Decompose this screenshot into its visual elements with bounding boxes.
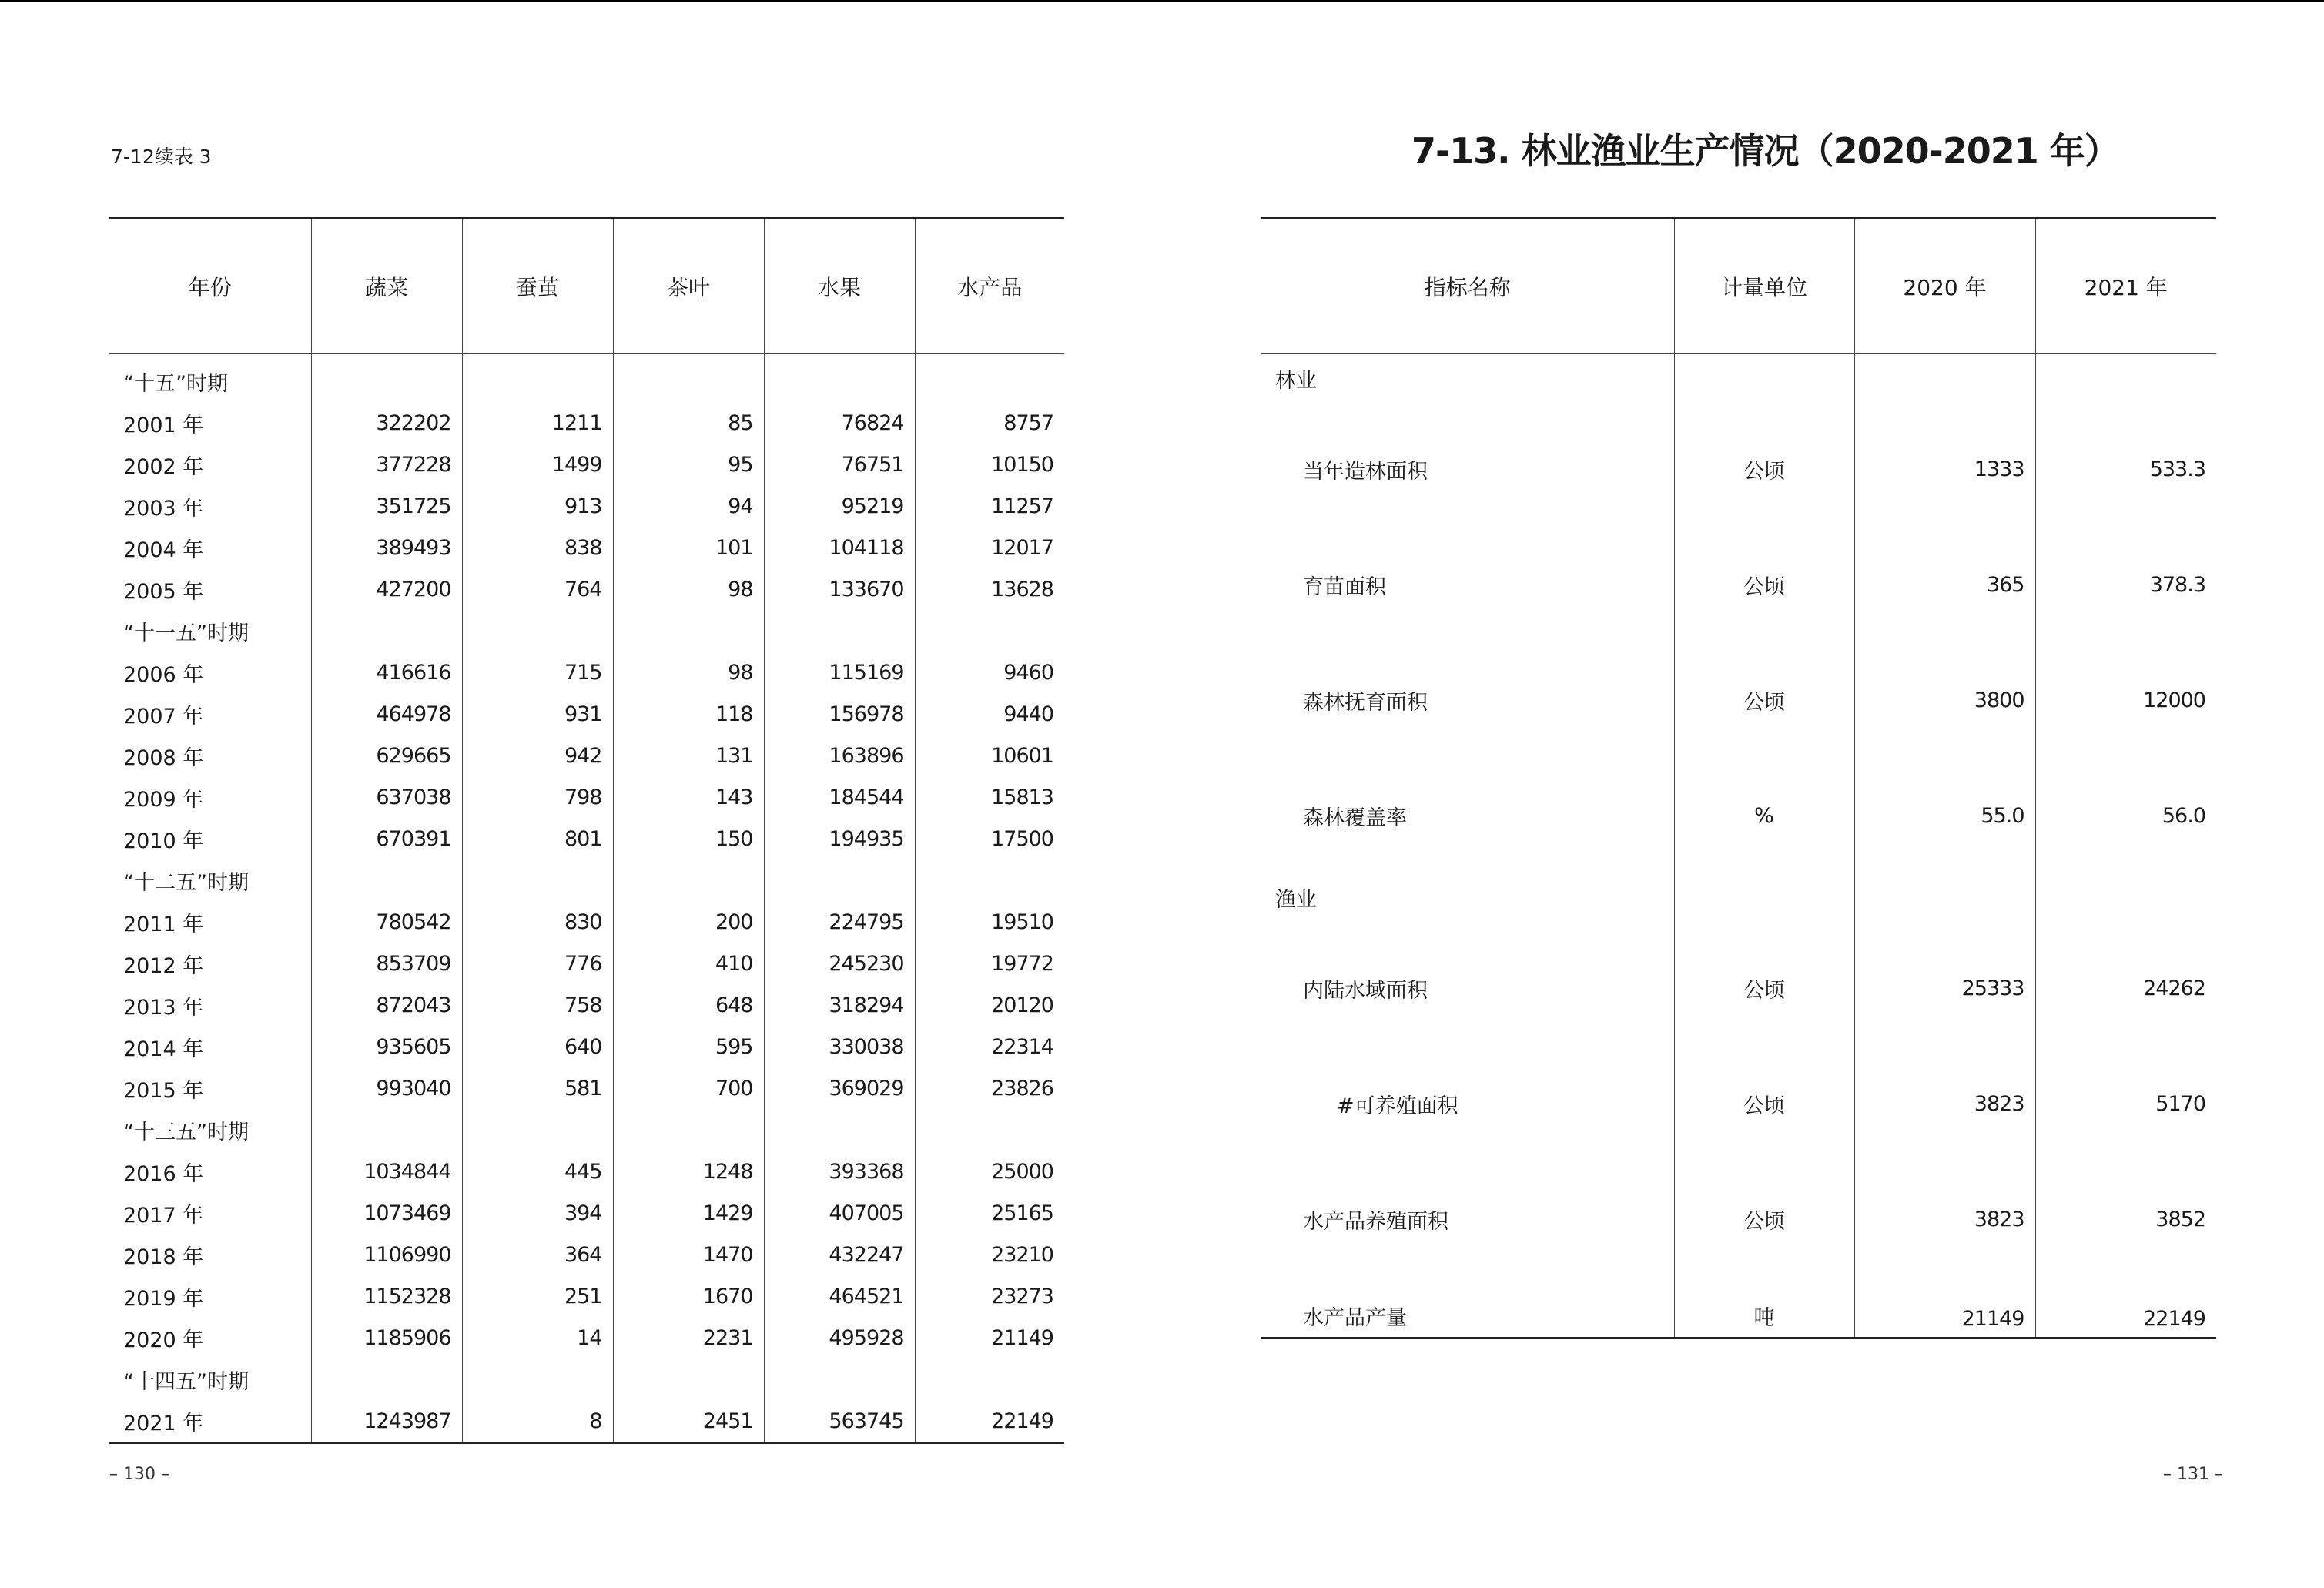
header-vegetables: 蔬菜 <box>311 219 462 354</box>
row-value: 8757 <box>915 402 1064 444</box>
header-2020: 2020 年 <box>1854 219 2035 354</box>
row-value: 495928 <box>764 1317 915 1359</box>
table-row <box>109 1026 1064 1067</box>
value-2020: 365 <box>1854 527 2035 642</box>
table-row <box>109 1359 1064 1400</box>
row-value: 10150 <box>915 444 1064 485</box>
row-value: 156978 <box>764 693 915 735</box>
row-value: 432247 <box>764 1234 915 1275</box>
table-row <box>109 984 1064 1026</box>
table-row <box>109 444 1064 485</box>
table-row <box>109 1275 1064 1317</box>
row-value: 23210 <box>915 1234 1064 1275</box>
row-year: 2014 年 <box>123 1037 204 1061</box>
row-year: 2011 年 <box>123 912 204 936</box>
indicator-name: 内陆水域面积 <box>1303 978 1428 1003</box>
row-value: 143 <box>613 776 764 818</box>
row-value: 1106990 <box>311 1234 462 1275</box>
row-year: 2017 年 <box>123 1203 204 1228</box>
row-value: 118 <box>613 693 764 735</box>
header-2021: 2021 年 <box>2035 219 2216 354</box>
table-row <box>109 901 1064 943</box>
row-year: “十一五”时期 <box>123 621 249 645</box>
row-value: 393368 <box>764 1151 915 1192</box>
value-2020 <box>1854 873 2035 930</box>
indicator-name: 水产品养殖面积 <box>1303 1209 1448 1234</box>
value-2020: 21149 <box>1854 1277 2035 1338</box>
table-row <box>109 402 1064 444</box>
row-value: 1243987 <box>311 1400 462 1443</box>
row-value: 416616 <box>311 652 462 693</box>
header-fruit: 水果 <box>764 219 915 354</box>
page-number-right: – 131 – <box>2163 1465 2223 1484</box>
indicator-name: 当年造林面积 <box>1303 459 1428 484</box>
row-value: 640 <box>462 1026 613 1067</box>
indicator-unit: 公顷 <box>1674 930 1854 1046</box>
table-row <box>109 652 1064 693</box>
row-value: 830 <box>462 901 613 943</box>
indicator-unit: 吨 <box>1674 1277 1854 1338</box>
row-value <box>764 1109 915 1151</box>
table-row <box>109 818 1064 859</box>
indicator-name: 渔业 <box>1275 888 1317 912</box>
row-value: 95 <box>613 444 764 485</box>
row-value: 377228 <box>311 444 462 485</box>
row-value: 9440 <box>915 693 1064 735</box>
row-year: “十二五”时期 <box>123 870 249 895</box>
row-value: 23273 <box>915 1275 1064 1317</box>
row-value <box>764 610 915 652</box>
row-year: 2003 年 <box>123 496 204 521</box>
row-value: 25000 <box>915 1151 1064 1192</box>
row-value: 715 <box>462 652 613 693</box>
row-value: 1073469 <box>311 1192 462 1234</box>
table-header-row <box>1261 219 2216 354</box>
row-year: 2018 年 <box>123 1245 204 1269</box>
table-row <box>109 485 1064 527</box>
row-value: 322202 <box>311 402 462 444</box>
row-year: 2008 年 <box>123 745 204 770</box>
value-2021: 5170 <box>2035 1046 2216 1161</box>
row-value: 1429 <box>613 1192 764 1234</box>
row-value: 115169 <box>764 652 915 693</box>
indicator-name: 育苗面积 <box>1303 575 1386 599</box>
row-value: 764 <box>462 568 613 610</box>
row-value: 85 <box>613 402 764 444</box>
row-value: 133670 <box>764 568 915 610</box>
row-value <box>915 1359 1064 1400</box>
value-2021: 378.3 <box>2035 527 2216 642</box>
table-row <box>1261 873 2216 930</box>
table-row <box>109 776 1064 818</box>
row-value: 76751 <box>764 444 915 485</box>
row-value: 410 <box>613 943 764 984</box>
row-value: 581 <box>462 1067 613 1109</box>
forestry-fishery-table <box>1261 217 2216 1339</box>
row-value: 427200 <box>311 568 462 610</box>
row-year: 2002 年 <box>123 454 204 479</box>
header-aquatic: 水产品 <box>915 219 1064 354</box>
row-year: 2004 年 <box>123 538 204 562</box>
row-value: 76824 <box>764 402 915 444</box>
row-value: 104118 <box>764 527 915 568</box>
value-2021: 12000 <box>2035 642 2216 758</box>
row-value <box>613 610 764 652</box>
row-year: 2016 年 <box>123 1161 204 1186</box>
row-value: 224795 <box>764 901 915 943</box>
header-indicator: 指标名称 <box>1261 219 1674 354</box>
row-value: 853709 <box>311 943 462 984</box>
row-value: 798 <box>462 776 613 818</box>
value-2021: 24262 <box>2035 930 2216 1046</box>
table-row <box>1261 411 2216 527</box>
row-value: 407005 <box>764 1192 915 1234</box>
row-value: 464521 <box>764 1275 915 1317</box>
indicator-name: 林业 <box>1275 369 1317 393</box>
row-value: 251 <box>462 1275 613 1317</box>
table-row <box>109 1067 1064 1109</box>
table-row <box>1261 1161 2216 1277</box>
row-value <box>613 354 764 403</box>
indicator-unit <box>1674 873 1854 930</box>
page-number-left: – 130 – <box>109 1465 169 1484</box>
row-value <box>462 354 613 403</box>
row-value: 318294 <box>764 984 915 1026</box>
row-value <box>915 859 1064 901</box>
table-row <box>1261 1277 2216 1338</box>
row-value: 700 <box>613 1067 764 1109</box>
table-row <box>109 568 1064 610</box>
row-value: 245230 <box>764 943 915 984</box>
table-row <box>109 1151 1064 1192</box>
value-2021: 533.3 <box>2035 411 2216 527</box>
header-unit: 计量单位 <box>1674 219 1854 354</box>
table-row <box>1261 354 2216 412</box>
row-value: 464978 <box>311 693 462 735</box>
value-2020: 3823 <box>1854 1046 2035 1161</box>
row-year: 2015 年 <box>123 1078 204 1103</box>
row-value: 11257 <box>915 485 1064 527</box>
row-value <box>311 859 462 901</box>
row-value <box>613 859 764 901</box>
table-row <box>109 693 1064 735</box>
row-value: 931 <box>462 693 613 735</box>
row-value: 14 <box>462 1317 613 1359</box>
row-value: 184544 <box>764 776 915 818</box>
row-value: 629665 <box>311 735 462 776</box>
table-row <box>109 859 1064 901</box>
row-value: 563745 <box>764 1400 915 1443</box>
row-value: 351725 <box>311 485 462 527</box>
value-2020: 3823 <box>1854 1161 2035 1277</box>
table-row <box>1261 527 2216 642</box>
row-value <box>915 610 1064 652</box>
row-value: 872043 <box>311 984 462 1026</box>
row-value <box>462 859 613 901</box>
row-value: 98 <box>613 568 764 610</box>
right-page <box>1162 0 2324 1588</box>
row-value: 98 <box>613 652 764 693</box>
row-value <box>764 1359 915 1400</box>
row-value <box>915 1109 1064 1151</box>
row-value: 389493 <box>311 527 462 568</box>
row-value <box>462 1109 613 1151</box>
row-value: 200 <box>613 901 764 943</box>
row-value: 670391 <box>311 818 462 859</box>
row-value: 394 <box>462 1192 613 1234</box>
table-row <box>109 735 1064 776</box>
row-value: 25165 <box>915 1192 1064 1234</box>
page-title: 7-13. 林业渔业生产情况（2020-2021 年） <box>1411 130 2119 172</box>
indicator-unit: 公顷 <box>1674 1046 1854 1161</box>
row-year: 2006 年 <box>123 662 204 687</box>
table-row <box>109 1192 1064 1234</box>
indicator-unit: % <box>1674 758 1854 873</box>
row-year: 2019 年 <box>123 1286 204 1311</box>
value-2020: 3800 <box>1854 642 2035 758</box>
value-2021: 3852 <box>2035 1161 2216 1277</box>
row-value: 942 <box>462 735 613 776</box>
row-value: 838 <box>462 527 613 568</box>
indicator-name: 森林抚育面积 <box>1303 690 1428 715</box>
row-value: 648 <box>613 984 764 1026</box>
row-year: 2012 年 <box>123 953 204 978</box>
header-cocoons: 蚕茧 <box>462 219 613 354</box>
row-value: 1470 <box>613 1234 764 1275</box>
row-value: 94 <box>613 485 764 527</box>
row-value: 8 <box>462 1400 613 1443</box>
row-value: 1248 <box>613 1151 764 1192</box>
table-row <box>1261 642 2216 758</box>
row-value: 163896 <box>764 735 915 776</box>
row-value: 801 <box>462 818 613 859</box>
row-value: 364 <box>462 1234 613 1275</box>
row-value: 758 <box>462 984 613 1026</box>
row-value: 1034844 <box>311 1151 462 1192</box>
row-value: 10601 <box>915 735 1064 776</box>
row-value: 2231 <box>613 1317 764 1359</box>
row-year: “十五”时期 <box>123 371 228 396</box>
value-2021 <box>2035 873 2216 930</box>
row-value <box>311 354 462 403</box>
table-row <box>109 610 1064 652</box>
indicator-unit <box>1674 354 1854 412</box>
row-value: 1185906 <box>311 1317 462 1359</box>
row-value: 194935 <box>764 818 915 859</box>
indicator-name: 水产品产量 <box>1303 1306 1407 1330</box>
value-2020: 25333 <box>1854 930 2035 1046</box>
row-value: 776 <box>462 943 613 984</box>
table-header-row <box>109 219 1064 354</box>
table-row <box>109 943 1064 984</box>
row-year: 2001 年 <box>123 413 204 437</box>
row-value <box>764 354 915 403</box>
value-2020: 1333 <box>1854 411 2035 527</box>
row-value: 330038 <box>764 1026 915 1067</box>
row-value: 2451 <box>613 1400 764 1443</box>
row-value <box>311 610 462 652</box>
table-row <box>109 1109 1064 1151</box>
row-value: 1670 <box>613 1275 764 1317</box>
row-value <box>764 859 915 901</box>
row-value: 1499 <box>462 444 613 485</box>
row-value: 19772 <box>915 943 1064 984</box>
value-2021 <box>2035 354 2216 412</box>
table-row <box>1261 758 2216 873</box>
row-value: 101 <box>613 527 764 568</box>
row-value: 13628 <box>915 568 1064 610</box>
indicator-unit: 公顷 <box>1674 642 1854 758</box>
row-value: 19510 <box>915 901 1064 943</box>
row-value: 913 <box>462 485 613 527</box>
indicator-name: #可养殖面积 <box>1337 1094 1458 1118</box>
row-year: 2021 年 <box>123 1411 204 1436</box>
row-value: 17500 <box>915 818 1064 859</box>
row-value: 95219 <box>764 485 915 527</box>
row-value <box>613 1109 764 1151</box>
row-year: 2020 年 <box>123 1328 204 1352</box>
row-value <box>915 354 1064 403</box>
row-value: 22149 <box>915 1400 1064 1443</box>
indicator-unit: 公顷 <box>1674 411 1854 527</box>
row-value: 150 <box>613 818 764 859</box>
row-year: “十四五”时期 <box>123 1369 249 1394</box>
row-value: 1211 <box>462 402 613 444</box>
row-value <box>462 610 613 652</box>
row-value: 20120 <box>915 984 1064 1026</box>
row-value: 993040 <box>311 1067 462 1109</box>
continuation-label: 7-12续表 3 <box>111 146 212 168</box>
row-year: 2005 年 <box>123 579 204 604</box>
value-2021: 56.0 <box>2035 758 2216 873</box>
value-2020 <box>1854 354 2035 412</box>
table-row <box>109 527 1064 568</box>
row-value: 22314 <box>915 1026 1064 1067</box>
table-row <box>1261 930 2216 1046</box>
row-year: 2007 年 <box>123 704 204 729</box>
header-tea: 茶叶 <box>613 219 764 354</box>
table-row <box>1261 1046 2216 1161</box>
row-value: 15813 <box>915 776 1064 818</box>
row-value: 12017 <box>915 527 1064 568</box>
row-value: 369029 <box>764 1067 915 1109</box>
indicator-unit: 公顷 <box>1674 527 1854 642</box>
table-row <box>109 1317 1064 1359</box>
row-value <box>311 1109 462 1151</box>
row-year: 2010 年 <box>123 829 204 853</box>
row-value: 445 <box>462 1151 613 1192</box>
row-value: 935605 <box>311 1026 462 1067</box>
row-year: “十三五”时期 <box>123 1120 249 1144</box>
row-year: 2009 年 <box>123 787 204 812</box>
row-value: 780542 <box>311 901 462 943</box>
row-value <box>613 1359 764 1400</box>
produce-output-table <box>109 217 1064 1444</box>
indicator-unit: 公顷 <box>1674 1161 1854 1277</box>
value-2020: 55.0 <box>1854 758 2035 873</box>
value-2021: 22149 <box>2035 1277 2216 1338</box>
row-year: 2013 年 <box>123 995 204 1020</box>
table-row <box>109 1234 1064 1275</box>
row-value: 1152328 <box>311 1275 462 1317</box>
row-value <box>462 1359 613 1400</box>
table-row <box>109 1400 1064 1443</box>
row-value: 595 <box>613 1026 764 1067</box>
row-value: 9460 <box>915 652 1064 693</box>
row-value: 23826 <box>915 1067 1064 1109</box>
row-value: 637038 <box>311 776 462 818</box>
row-value <box>311 1359 462 1400</box>
header-year: 年份 <box>109 219 311 354</box>
indicator-name: 森林覆盖率 <box>1303 806 1407 830</box>
row-value: 131 <box>613 735 764 776</box>
row-value: 21149 <box>915 1317 1064 1359</box>
table-row <box>109 354 1064 403</box>
